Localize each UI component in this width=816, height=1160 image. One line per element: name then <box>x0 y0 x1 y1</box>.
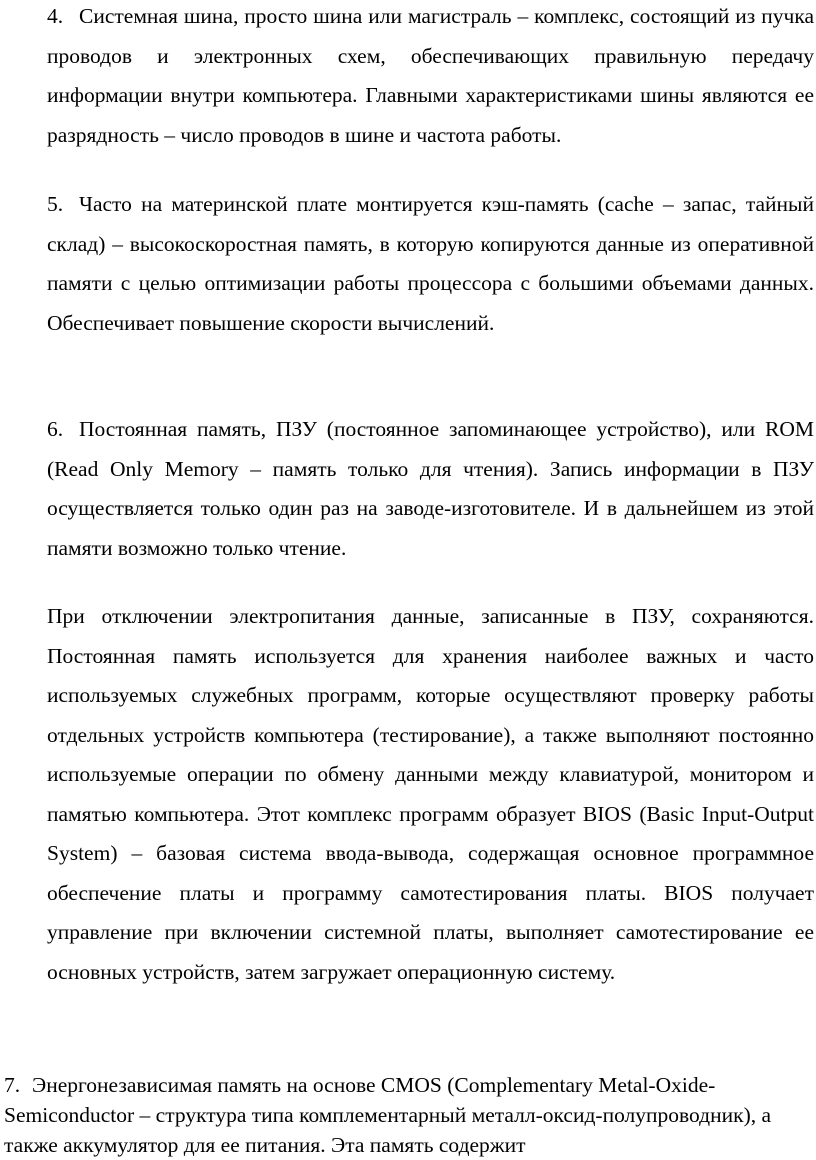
paragraph-bios <box>47 597 814 992</box>
paragraph-6 <box>47 410 814 568</box>
paragraph-5 <box>47 185 814 343</box>
paragraph-text: Часто на материнской плате монтируется кэш-память (cache – запас, тайный склад) – высокоскоростная память, в которую копируются данные из оперативной памяти с целью оптимизации работы процессора с большими объемами данных. Обеспечивает повышение скорости вычислений. <box>47 192 814 335</box>
paragraph-number: 7. <box>4 1073 21 1097</box>
paragraph-number: 4. <box>47 4 64 28</box>
paragraph-text: Постоянная память, ПЗУ (постоянное запоминающее устройство), или ROM (Read Only Memory – память только для чтения). Запись информации в ПЗУ осуществляется только один раз на заводе-изготовителе. И в дальнейшем из этой памяти возможно только чтение. <box>47 417 814 560</box>
paragraph-7 <box>4 1070 804 1160</box>
paragraph-number: 5. <box>47 192 64 216</box>
paragraph-number: 6. <box>47 417 64 441</box>
paragraph-text: Системная шина, просто шина или магистраль – комплекс, состоящий из пучка проводов и электронных схем, обеспечивающих правильную передачу информации внутри компьютера. Главными характеристиками шины являются ее разрядность – число проводов в шине и частота работы. <box>47 4 814 147</box>
paragraph-4 <box>47 0 814 155</box>
paragraph-text: При отключении электропитания данные, записанные в ПЗУ, сохраняются. Постоянная память используется для хранения наиболее важных и часто используемых служебных программ, которые осуществляют проверку работы отдельных устройств компьютера (тестирование), а также выполняют постоянно используемые операции по обмену данными между клавиатурой, монитором и памятью компьютера. Этот комплекс программ образует BIOS (Basic Input-Output System) – базовая система ввода-вывода, содержащая основное программное обеспечение платы и программу самотестирования платы. BIOS получает управление при включении системной платы, выполняет самотестирование ее основных устройств, затем загружает операционную систему. <box>47 604 814 984</box>
paragraph-text: Энергонезависимая память на основе CMOS (Complementary Metal-Oxide-Semiconductor – структура типа комплементарный металл-оксид-полупроводник), а также аккумулятор для ее питания. Эта память содержит <box>4 1073 772 1157</box>
